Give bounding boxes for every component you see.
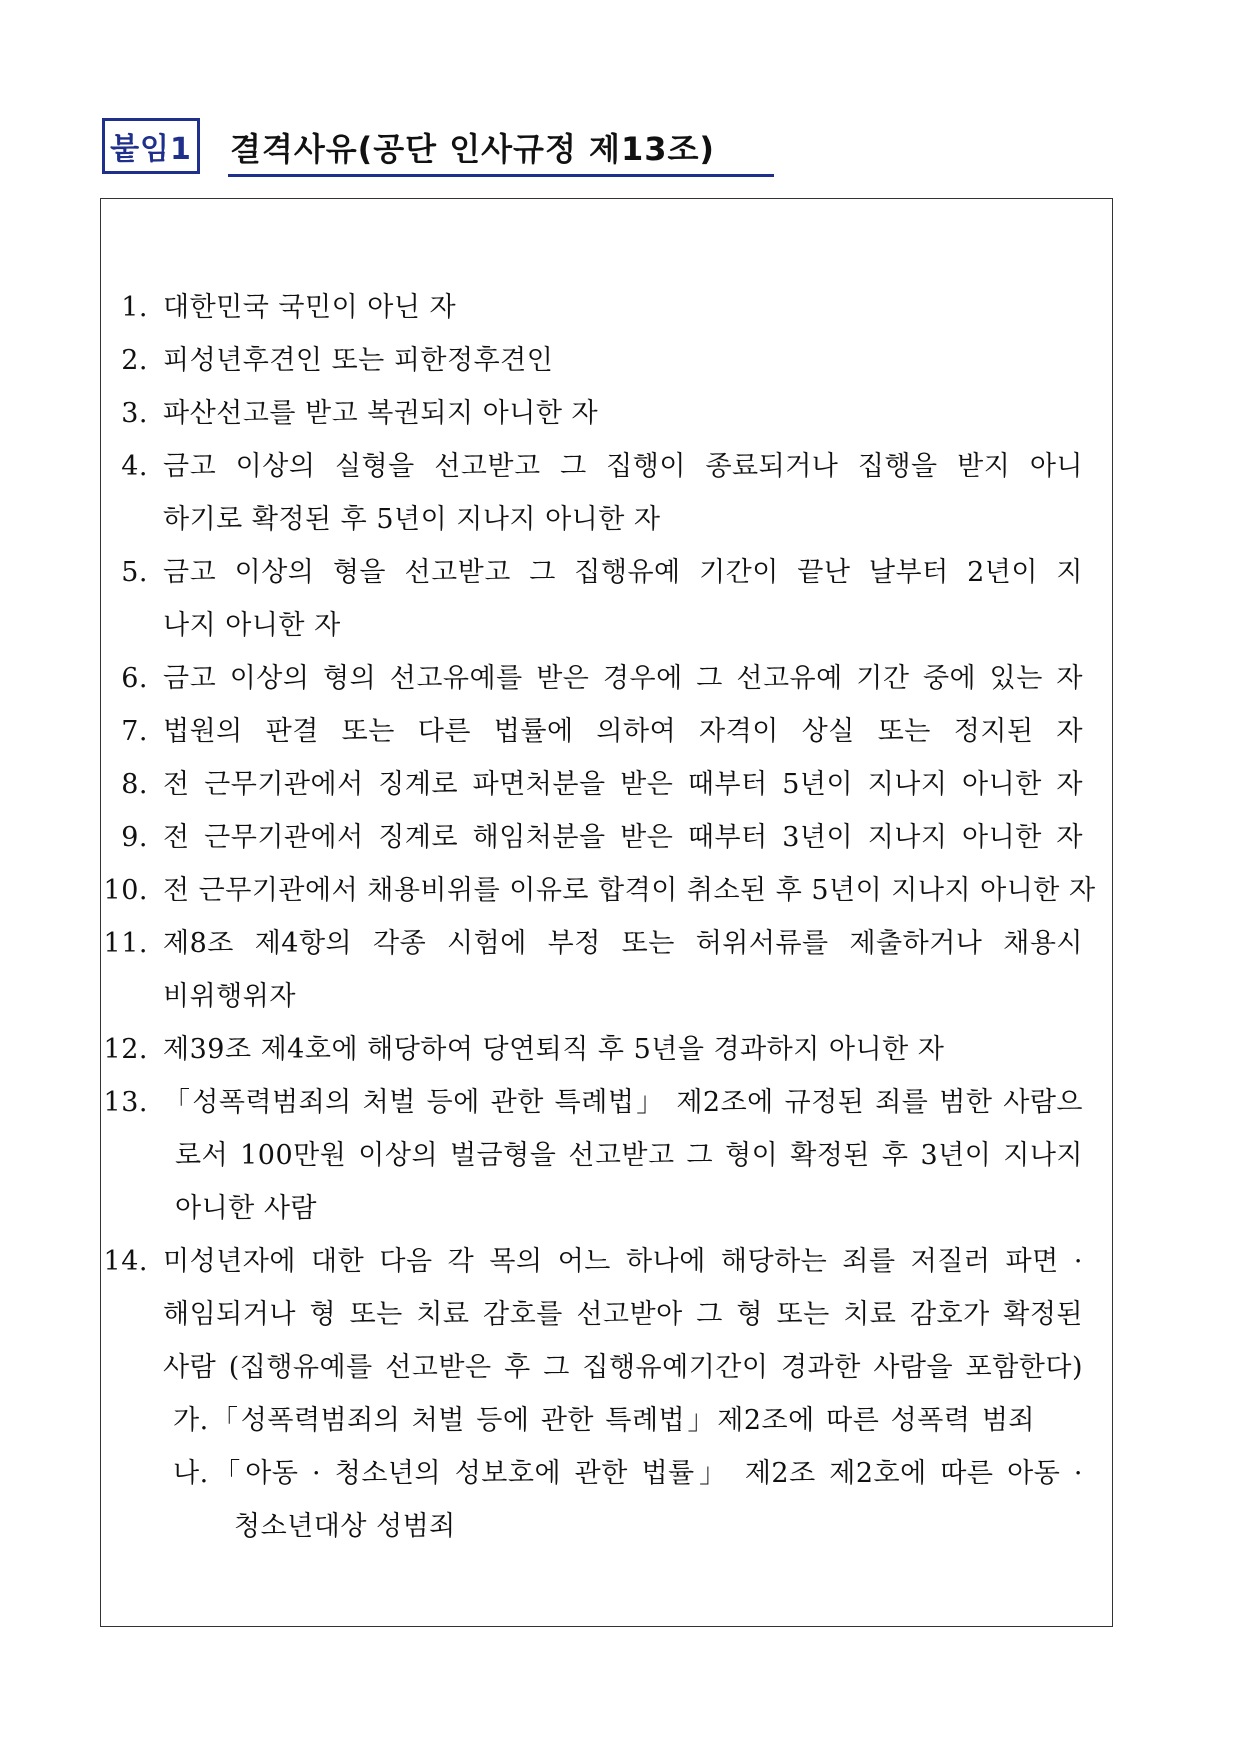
item-number: 12. (103, 1034, 148, 1065)
list-item (101, 387, 1112, 440)
item-text-continued: 아니한 사람 (175, 1193, 317, 1224)
page-title: 결격사유(공단 인사규정 제13조) (230, 130, 716, 168)
content-box (100, 198, 1113, 1627)
list-item (101, 334, 1112, 387)
item-number: 6. (121, 663, 148, 694)
list-item (101, 705, 1112, 758)
item-text: 법원의 판결 또는 다른 법률에 의하여 자격이 상실 또는 정지된 자 (163, 716, 1083, 747)
item-text: 제39조 제4호에 해당하여 당연퇴직 후 5년을 경과하지 아니한 자 (163, 1034, 945, 1065)
list-item (101, 864, 1112, 917)
list-item (101, 917, 1112, 1023)
item-text-continued: 로서 100만원 이상의 벌금형을 선고받고 그 형이 확정된 후 3년이 지나지 (175, 1140, 1083, 1171)
item-number: 14. (103, 1246, 148, 1277)
item-number: 11. (103, 928, 148, 959)
list-item (101, 1076, 1112, 1235)
item-number: 1. (121, 292, 148, 323)
item-number: 5. (121, 557, 148, 588)
item-number: 10. (103, 875, 148, 906)
item-text-continued: 나지 아니한 자 (163, 610, 341, 641)
item-number: 4. (121, 451, 148, 482)
item-text-continued: 사람 (집행유예를 선고받은 후 그 집행유예기간이 경과한 사람을 포함한다) (163, 1352, 1083, 1383)
item-text: 금고 이상의 실형을 선고받고 그 집행이 종료되거나 집행을 받지 아니 (163, 451, 1083, 482)
sub-item-text: 나.「아동 · 청소년의 성보호에 관한 법률」 제2조 제2호에 따른 아동 · (173, 1458, 1083, 1489)
list-item (101, 440, 1112, 546)
list-item (101, 1235, 1112, 1394)
item-number: 3. (121, 398, 148, 429)
item-number: 8. (121, 769, 148, 800)
title-underline (228, 174, 774, 177)
item-number: 9. (121, 822, 148, 853)
item-text: 전 근무기관에서 징계로 해임처분을 받은 때부터 3년이 지나지 아니한 자 (163, 822, 1083, 853)
item-text-continued: 하기로 확정된 후 5년이 지나지 아니한 자 (163, 504, 661, 535)
item-text: 제8조 제4항의 각종 시험에 부정 또는 허위서류를 제출하거나 채용시 (163, 928, 1083, 959)
list-item (101, 811, 1112, 864)
item-text: 「성폭력범죄의 처벌 등에 관한 특례법」 제2조에 규정된 죄를 범한 사람으 (163, 1087, 1083, 1118)
item-text-continued: 해임되거나 형 또는 치료 감호를 선고받아 그 형 또는 치료 감호가 확정된 (163, 1299, 1083, 1330)
item-text: 미성년자에 대한 다음 각 목의 어느 하나에 해당하는 죄를 저질러 파면 · (163, 1246, 1083, 1277)
item-text: 전 근무기관에서 징계로 파면처분을 받은 때부터 5년이 지나지 아니한 자 (163, 769, 1083, 800)
item-number: 7. (121, 716, 148, 747)
sub-item-text: 가.「성폭력범죄의 처벌 등에 관한 특례법」제2조에 따른 성폭력 범죄 (173, 1405, 1035, 1436)
disqualification-list (101, 281, 1112, 1553)
item-text-continued: 비위행위자 (163, 981, 296, 1012)
item-number: 2. (121, 345, 148, 376)
list-item (101, 758, 1112, 811)
list-item (101, 546, 1112, 652)
item-text: 금고 이상의 형을 선고받고 그 집행유예 기간이 끝난 날부터 2년이 지 (163, 557, 1083, 588)
page-header (102, 116, 772, 178)
item-text: 파산선고를 받고 복권되지 아니한 자 (163, 398, 599, 429)
sub-item-text-continued: 청소년대상 성범죄 (234, 1511, 456, 1542)
item-number: 13. (103, 1087, 148, 1118)
list-item (101, 652, 1112, 705)
item-text: 피성년후견인 또는 피한정후견인 (163, 345, 554, 376)
sub-list-item (101, 1447, 1112, 1553)
list-item (101, 1023, 1112, 1076)
item-text: 금고 이상의 형의 선고유예를 받은 경우에 그 선고유예 기간 중에 있는 자 (163, 663, 1083, 694)
list-item (101, 281, 1112, 334)
item-text: 전 근무기관에서 채용비위를 이유로 합격이 취소된 후 5년이 지나지 아니한 자 (163, 875, 1096, 906)
sub-list-item (101, 1394, 1112, 1447)
attachment-badge: 붙임1 (102, 118, 200, 174)
item-text: 대한민국 국민이 아닌 자 (163, 292, 457, 323)
